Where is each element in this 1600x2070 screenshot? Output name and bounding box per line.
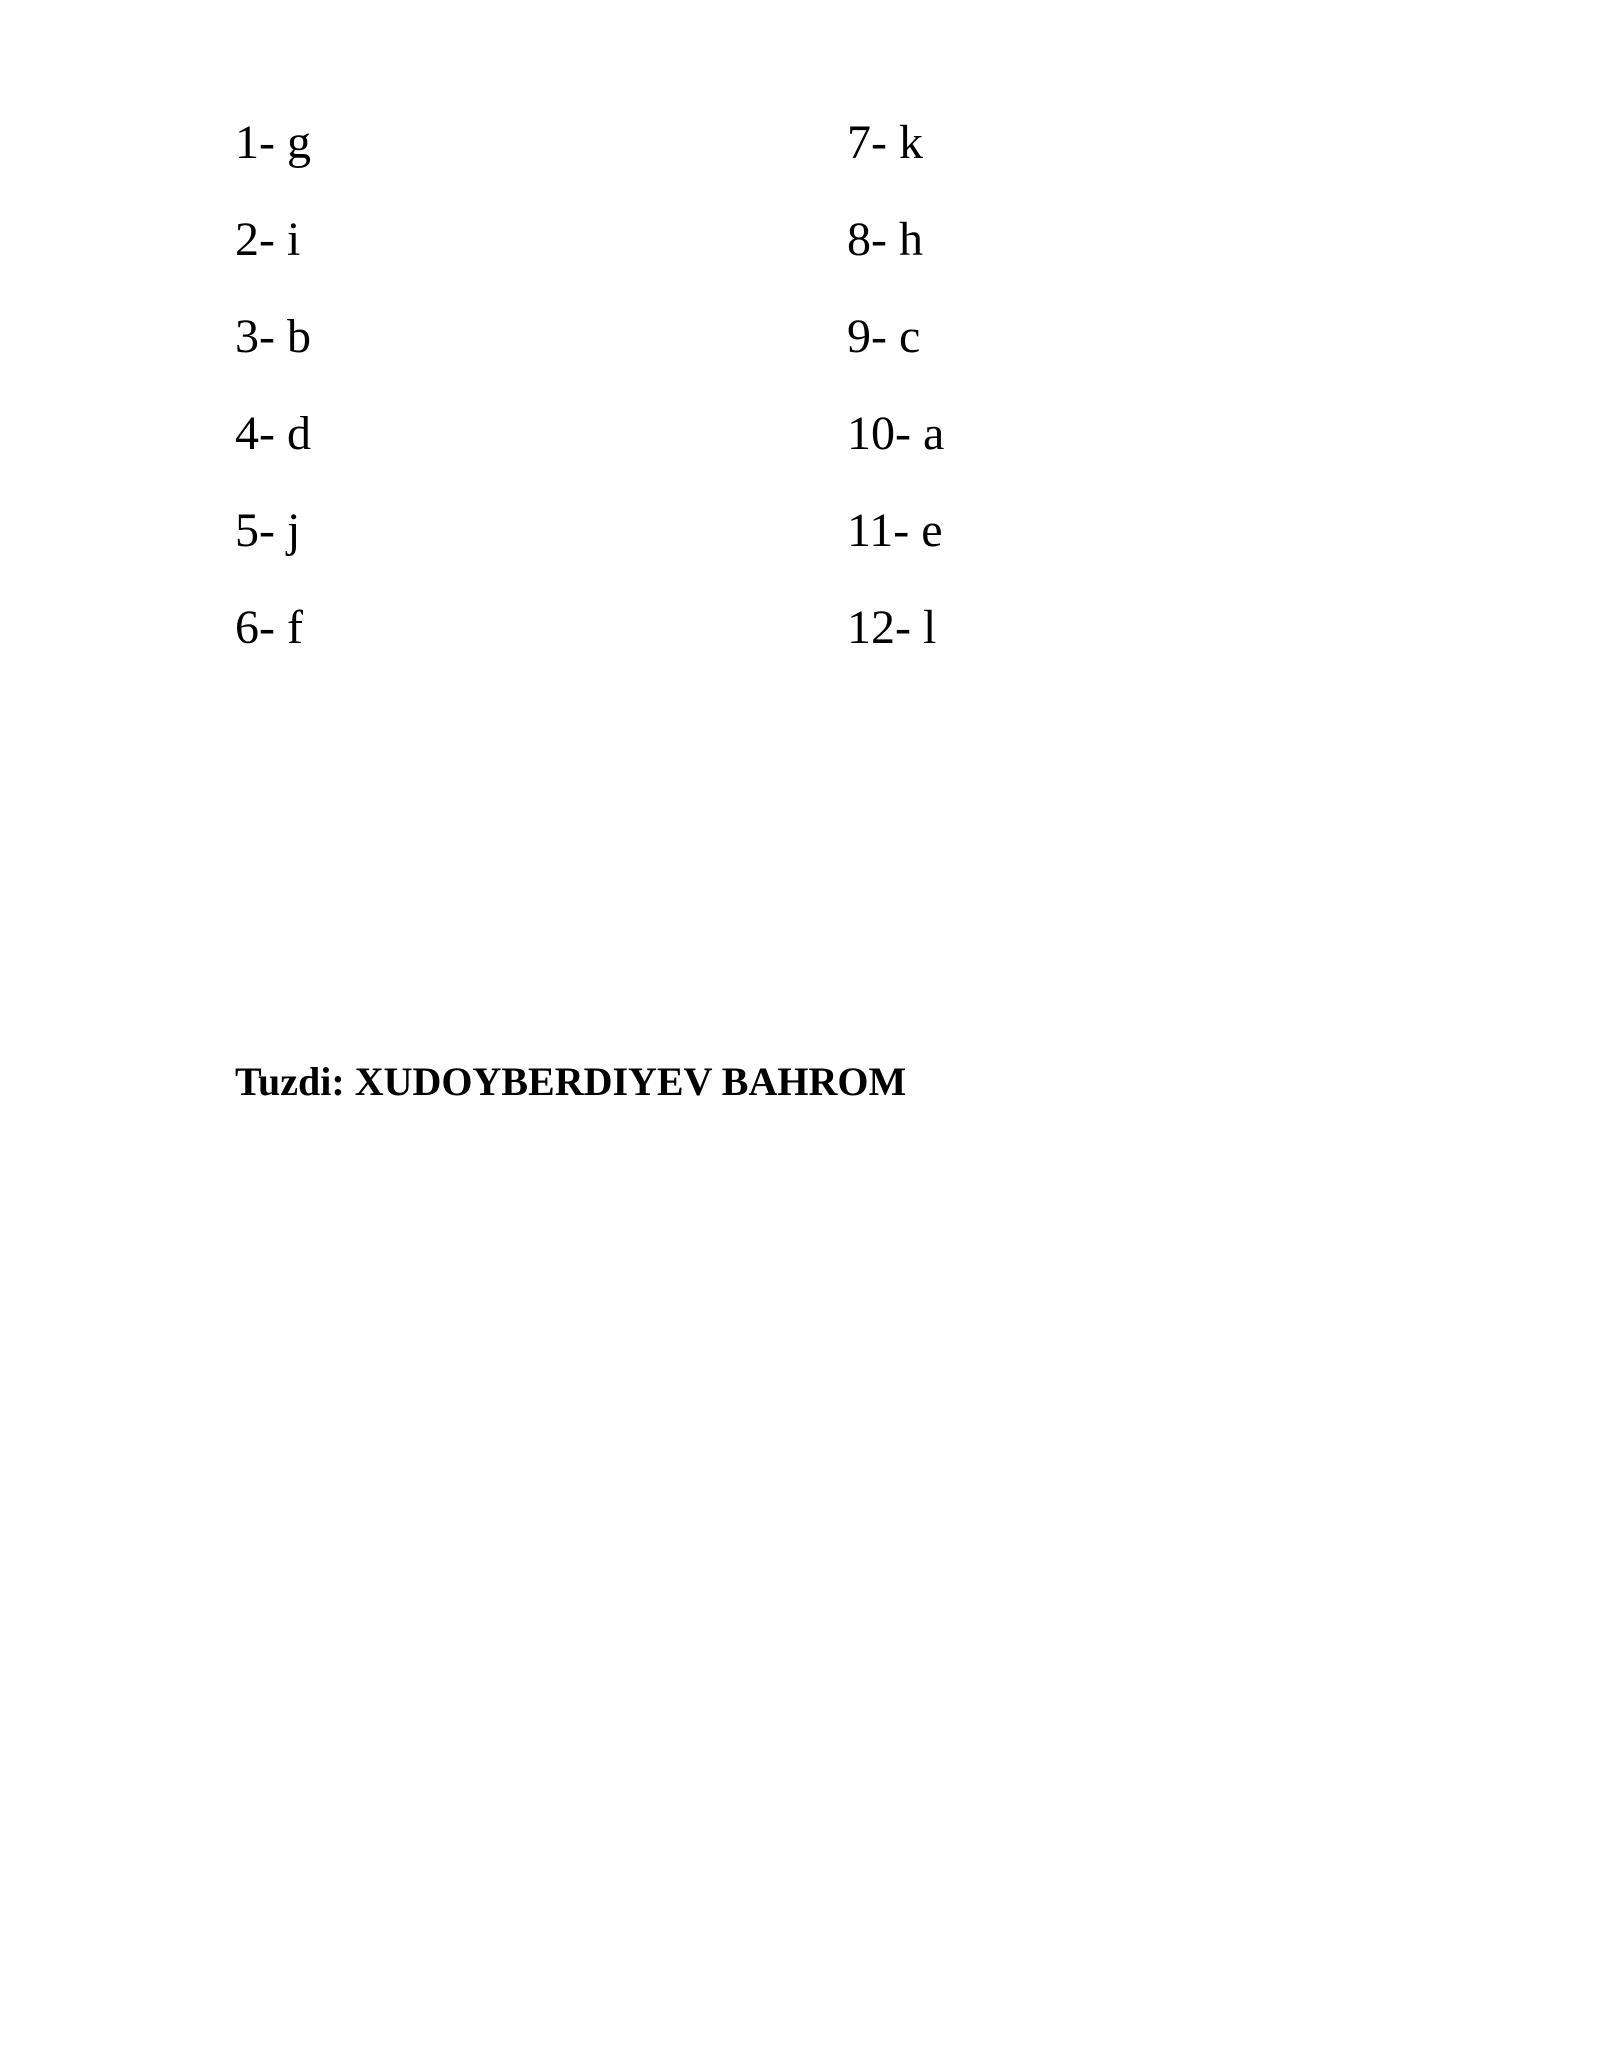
answer-item: 5- j	[235, 504, 301, 557]
answer-item: 6- f	[235, 601, 303, 654]
answer-item: 1- g	[235, 116, 311, 169]
answer-item: 2- i	[235, 213, 301, 266]
author-label: Tuzdi:	[235, 1059, 345, 1104]
answer-item: 12- l	[847, 601, 937, 654]
answer-item: 4- d	[235, 407, 311, 460]
answer-item: 8- h	[847, 213, 923, 266]
answer-item: 11- e	[847, 504, 943, 557]
answer-item: 3- b	[235, 310, 311, 363]
answer-key-left-column	[235, 94, 311, 676]
answer-item: 7- k	[847, 116, 923, 169]
author-credit	[235, 1058, 906, 1106]
answer-key-right-column	[847, 94, 944, 676]
answer-item: 10- a	[847, 407, 945, 460]
author-name: XUDOYBERDIYEV BAHROM	[354, 1059, 907, 1104]
answer-item: 9- c	[847, 310, 921, 363]
